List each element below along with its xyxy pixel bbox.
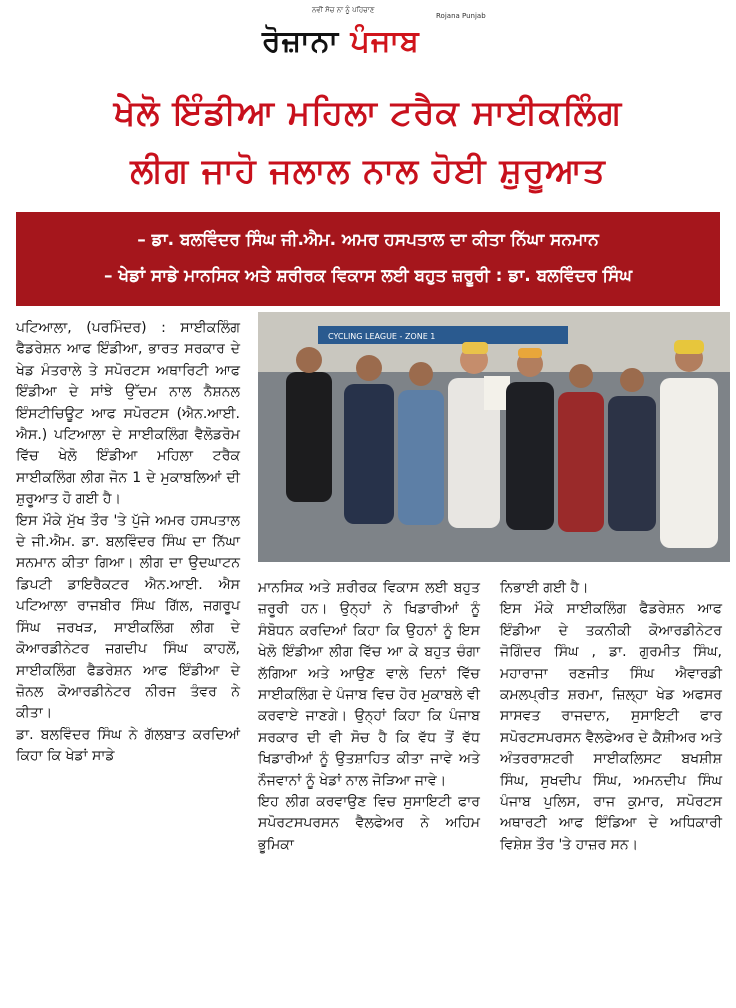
article-column-3 xyxy=(500,578,722,856)
article-paragraph: ਪਟਿਆਲਾ, (ਪਰਮਿੰਦਰ) : ਸਾਈਕਲਿੰਗ ਫੈਡਰੇਸ਼ਨ ਆਫ ਇੰਡੀਆ, ਭਾਰਤ ਸਰਕਾਰ ਦੇ ਖੇਡ ਮੰਤਰਾਲੇ ਤੇ ਸਪੋਰਟਸ ਅਥਾਰਿਟੀ ਆਫ ਇੰਡੀਆ ਦੇ ਸਾਂਝੇ ਉੱਦਮ ਨਾਲ ਨੈਸ਼ਨਲ ਇੰਸਟੀਚਿਊਟ ਆਫ ਸਪੋਰਟਸ (ਐਨ.ਆਈ. ਐਸ.) ਪਟਿਆਲਾ ਦੇ ਸਾਈਕਲਿੰਗ ਵੈਲੋਡਰੋਮ ਵਿੱਚ ਖੇਲੋ ਇੰਡੀਆ ਮਹਿਲਾ ਟਰੈਕ ਸਾਈਕਲਿੰਗ ਲੀਗ ਜੋਨ 1 ਦੇ ਮੁਕਾਬਲਿਆਂ ਦੀ ਸ਼ੁਰੂਆਤ ਹੋ ਗਈ ਹੈ। xyxy=(16,320,240,508)
article-paragraph: ਨਿਭਾਈ ਗਈ ਹੈ। xyxy=(500,580,589,596)
article-column-2 xyxy=(258,578,480,856)
headline-line-1: ਖੇਲੋ ਇੰਡੀਆ ਮਹਿਲਾ ਟਰੈਕ ਸਾਈਕਲਿੰਗ xyxy=(113,93,623,133)
logo-word-red: ਪੰਜਾਬ xyxy=(350,24,420,59)
masthead xyxy=(0,0,736,74)
article-paragraph: ਇਸ ਮੌਕੇ ਮੁੱਖ ਤੌਰ 'ਤੇ ਪੁੱਜੇ ਅਮਰ ਹਸਪਤਾਲ ਦੇ ਜੀ.ਐਮ. ਡਾ. ਬਲਵਿੰਦਰ ਸਿੰਘ ਦਾ ਨਿੱਘਾ ਸਨਮਾਨ ਕੀਤਾ ਗਿਆ। ਲੀਗ ਦਾ ਉਦਘਾਟਨ ਡਿਪਟੀ ਡਾਇਰੈਕਟਰ ਐਨ.ਆਈ. ਐਸ ਪਟਿਆਲਾ ਰਾਜਬੀਰ ਸਿੰਘ ਗਿੱਲ, ਜਗਰੂਪ ਸਿੰਘ ਜਰਖੜ, ਸਾਈਕਲਿੰਗ ਲੀਗ ਦੇ ਕੋਆਰਡੀਨੇਟਰ ਜਗਦੀਪ ਸਿੰਘ ਕਾਹਲੋਂ, ਸਾਈਕਲਿੰਗ ਫੈਡਰੇਸ਼ਨ ਆਫ ਇੰਡੀਆ ਦੇ ਜ਼ੋਨਲ ਕੋਆਰਡੀਨੇਟਰ ਨੀਰਜ ਤੰਵਰ ਨੇ ਕੀਤਾ। xyxy=(16,512,240,722)
newspaper-logo xyxy=(262,24,420,59)
subhead-1: – ਡਾ. ਬਲਵਿੰਦਰ ਸਿੰਘ ਜੀ.ਐਮ. ਅਮਰ ਹਸਪਤਾਲ ਦਾ ਕੀਤਾ ਨਿੱਘਾ ਸਨਮਾਨ xyxy=(137,230,599,250)
article-paragraph: ਇਹ ਲੀਗ ਕਰਵਾਉਣ ਵਿਚ ਸੁਸਾਇਟੀ ਫਾਰ ਸਪੋਰਟਸਪਰਸਨ ਵੈਲਫੇਅਰ ਨੇ ਅਹਿਮ ਭੂਮਿਕਾ xyxy=(258,794,480,853)
article-paragraph: ਇਸ ਮੌਕੇ ਸਾਈਕਲਿੰਗ ਫੈਡਰੇਸ਼ਨ ਆਫ ਇੰਡੀਆ ਦੇ ਤਕਨੀਕੀ ਕੋਆਰਡੀਨੇਟਰ ਜੋਗਿੰਦਰ ਸਿੰਘ , ਡਾ. ਗੁਰਮੀਤ ਸਿੰਘ, ਮਹਾਰਾਜਾ ਰਣਜੀਤ ਸਿੰਘ ਐਵਾਰਡੀ ਕਮਲਪ੍ਰੀਤ ਸ਼ਰਮਾ, ਜ਼ਿਲ੍ਹਾ ਖੇਡ ਅਫਸਰ ਸਾਸਵਤ ਰਾਜਦਾਨ, ਸੁਸਾਇਟੀ ਫਾਰ ਸਪੋਰਟਸਪਰਸਨ ਵੈਲਫੇਅਰ ਦੇ ਕੈਸ਼ੀਅਰ ਅਤੇ ਅੰਤਰਰਾਸ਼ਟਰੀ ਸਾਈਕਲਿਸਟ ਬਖਸ਼ੀਸ਼ ਸਿੰਘ, ਸੁਖਦੀਪ ਸਿੰਘ, ਅਮਨਦੀਪ ਸਿੰਘ ਪੰਜਾਬ ਪੁਲਿਸ, ਰਾਜ ਕੁਮਾਰ, ਸਪੋਰਟਸ ਅਥਾਰਟੀ ਆਫ ਇੰਡਿਆ ਦੇ ਅਧਿਕਾਰੀ ਵਿਸ਼ੇਸ਼ ਤੌਰ 'ਤੇ ਹਾਜ਼ਰ ਸਨ। xyxy=(500,601,722,853)
masthead-tagline: ਨਵੀਂ ਸੋਚ ਨਾ ਨੂੰ ਪਹਿਚਾਣ xyxy=(312,6,375,14)
event-photo xyxy=(258,312,730,562)
article-paragraph: ਮਾਨਸਿਕ ਅਤੇ ਸ਼ਰੀਰਕ ਵਿਕਾਸ ਲਈ ਬਹੁਤ ਜ਼ਰੂਰੀ ਹਨ। ਉਨ੍ਹਾਂ ਨੇ ਖਿਡਾਰੀਆਂ ਨੂੰ ਸੰਬੋਧਨ ਕਰਦਿਆਂ ਕਿਹਾ ਕਿ ਉਹਨਾਂ ਨੂੰ ਇਸ ਖੇਲੋ ਇੰਡੀਆ ਲੀਗ ਵਿੱਚ ਆ ਕੇ ਬਹੁਤ ਚੰਗਾ ਲੱਗਿਆ ਅਤੇ ਆਉਣ ਵਾਲੇ ਦਿਨਾਂ ਵਿੱਚ ਸਾਈਕਲਿੰਗ ਦੇ ਪੰਜਾਬ ਵਿਚ ਹੋਰ ਮੁਕਾਬਲੇ ਵੀ ਕਰਵਾਏ ਜਾਣਗੇ। ਉਨ੍ਹਾਂ ਕਿਹਾ ਕਿ ਪੰਜਾਬ ਸਰਕਾਰ ਦੀ ਵੀ ਸੋਚ ਹੈ ਕਿ ਵੱਧ ਤੋਂ ਵੱਧ ਖਿਡਾਰੀਆਂ ਨੂੰ ਉਤਸ਼ਾਹਿਤ ਕੀਤਾ ਜਾਵੇ ਅਤੇ ਨੌਜਵਾਨਾਂ ਨੂੰ ਖੇਡਾਂ ਨਾਲ ਜੋੜਿਆ ਜਾਵੇ। xyxy=(258,580,480,789)
headline-line-2: ਲੀਗ ਜਾਹੋ ਜਲਾਲ ਨਾਲ ਹੋਈ ਸ਼ੁਰੂਆਤ xyxy=(130,151,606,191)
article-paragraph: ਡਾ. ਬਲਵਿੰਦਰ ਸਿੰਘ ਨੇ ਗੱਲਬਾਤ ਕਰਦਿਆਂ ਕਿਹਾ ਕਿ ਖੇਡਾਂ ਸਾਡੇ xyxy=(16,726,240,765)
subhead-banner xyxy=(16,212,720,306)
photo-banner-text: CYCLING LEAGUE - ZONE 1 xyxy=(328,332,436,341)
masthead-english-name: Rojana Punjab xyxy=(436,12,486,20)
article-column-1 xyxy=(16,318,240,768)
logo-word-black: ਰੋਜ਼ਾਨਾ xyxy=(262,24,340,59)
felicitation-photo-illustration xyxy=(258,312,730,562)
subhead-2: – ਖੇਡਾਂ ਸਾਡੇ ਮਾਨਸਿਕ ਅਤੇ ਸ਼ਰੀਰਕ ਵਿਕਾਸ ਲਈ ਬਹੁਤ ਜ਼ਰੂਰੀ : ਡਾ. ਬਲਵਿੰਦਰ ਸਿੰਘ xyxy=(104,266,632,286)
